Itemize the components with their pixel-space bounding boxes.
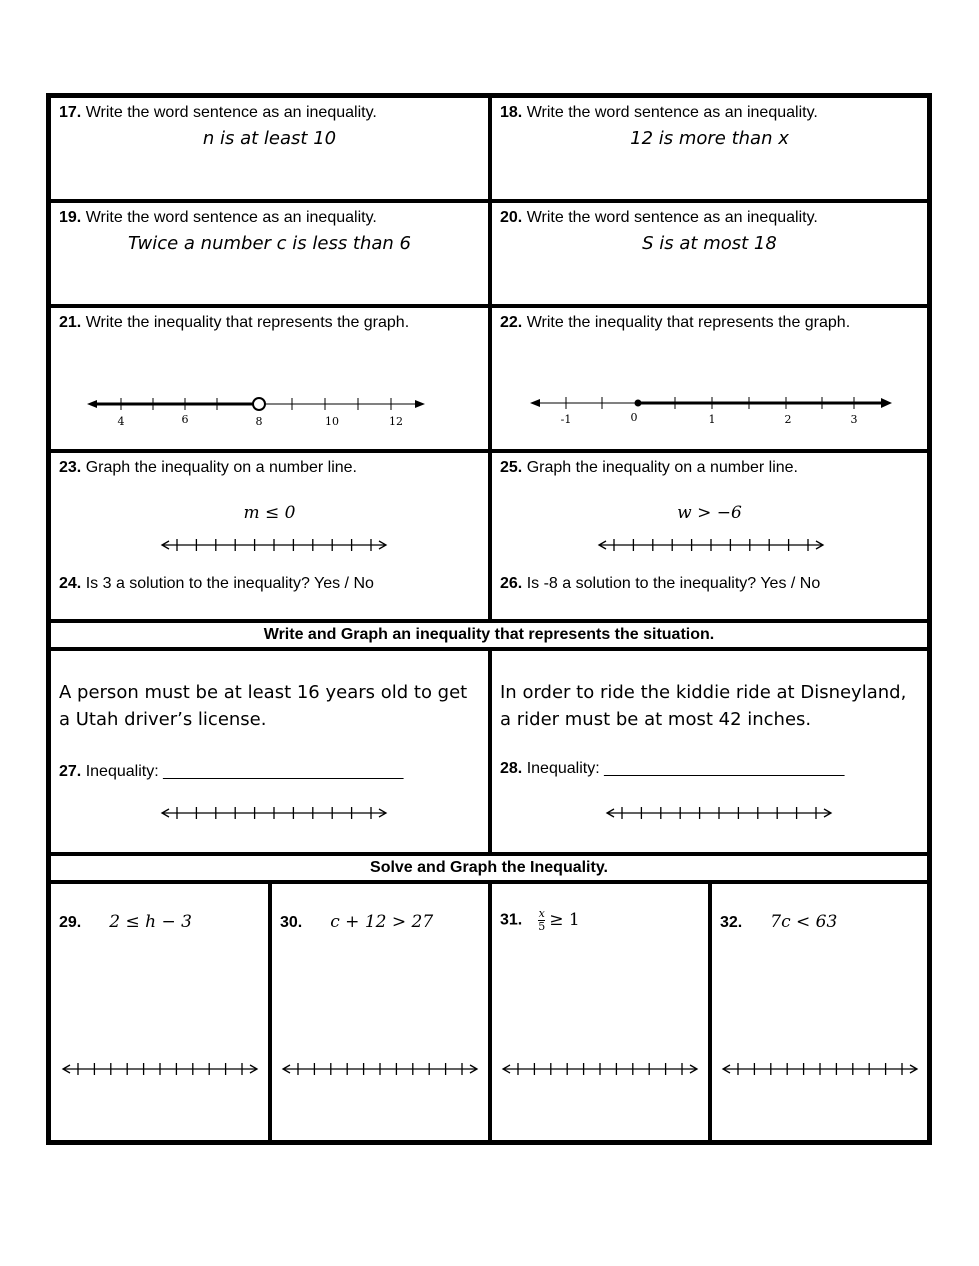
problem-number: 24. (59, 575, 82, 592)
inequality-25: w > −6 (677, 503, 742, 523)
instruction: Graph the inequality on a number line. (526, 459, 798, 476)
problem-19-cell (49, 201, 490, 306)
instruction: Write the word sentence as an inequality. (526, 209, 818, 226)
problem-31-cell (490, 882, 710, 1142)
tick-label: 2 (784, 413, 792, 426)
inequality-29: 2 ≤ h − 3 (109, 912, 192, 932)
problem-30-cell (270, 882, 490, 1142)
number-line[interactable] (604, 805, 834, 821)
tick-label: 1 (708, 413, 716, 426)
open-circle (253, 398, 265, 410)
inequality-30: c + 12 > 27 (330, 912, 434, 932)
word-sentence: S is at most 18 (642, 233, 777, 254)
tick-label: 0 (630, 411, 638, 424)
instruction: Write the word sentence as an inequality. (526, 104, 818, 121)
problem-number: 31. (500, 911, 523, 929)
section-header-solve (49, 854, 929, 882)
word-sentence: n is at least 10 (202, 128, 337, 149)
problem-number: 20. (500, 209, 523, 226)
tick-label: 3 (850, 413, 858, 426)
number-line[interactable] (720, 1061, 920, 1077)
problem-number: 29. (59, 914, 82, 931)
problem-number: 26. (500, 575, 523, 592)
inequality-31: ≥ 1 (549, 909, 580, 930)
problem-22-cell (490, 306, 929, 451)
question: Is 3 a solution to the inequality? Yes / No (85, 575, 374, 592)
problem-number: 32. (720, 914, 743, 931)
inequality-32: 7c < 63 (770, 912, 838, 932)
problem-number: 22. (500, 314, 523, 331)
number-line[interactable] (596, 537, 826, 553)
word-sentence: 12 is more than x (630, 128, 789, 149)
situation-text: A person must be at least 16 years old to get a Utah driver’s license. (59, 682, 468, 730)
inequality-answer-blank[interactable]: Inequality: ___________________________ (85, 763, 404, 780)
situation-text: In order to ride the kiddie ride at Disneyland, a rider must be at most 42 inches. (500, 682, 907, 730)
problem-21-cell (49, 306, 490, 451)
problem-number: 18. (500, 104, 523, 121)
problem-number: 28. (500, 760, 523, 777)
problem-27-cell (49, 649, 490, 854)
number-line[interactable] (159, 805, 389, 821)
graph-22 (492, 308, 931, 453)
number-line[interactable] (159, 537, 389, 553)
tick-label: 8 (255, 415, 263, 428)
tick-label: 6 (181, 413, 189, 426)
inequality-23: m ≤ 0 (243, 503, 296, 523)
problem-25-26-cell (490, 451, 929, 621)
problem-number: 27. (59, 763, 82, 780)
problem-20-cell (490, 201, 929, 306)
problem-number: 19. (59, 209, 82, 226)
problem-23-24-cell (49, 451, 490, 621)
denominator: 5 (538, 920, 546, 933)
section-header-situation (49, 621, 929, 649)
inequality-answer-blank[interactable]: Inequality: ___________________________ (526, 760, 845, 777)
problem-number: 25. (500, 459, 523, 476)
problem-number: 17. (59, 104, 82, 121)
instruction: Graph the inequality on a number line. (85, 459, 357, 476)
problem-28-cell (490, 649, 929, 854)
instruction: Write the word sentence as an inequality. (85, 209, 377, 226)
problem-29-cell (49, 882, 270, 1142)
section-title: Solve and Graph the Inequality. (370, 859, 608, 876)
section-title: Write and Graph an inequality that represents the situation. (263, 626, 715, 643)
instruction: Write the inequality that represents the graph. (85, 314, 410, 331)
closed-dot (635, 400, 642, 407)
word-sentence: Twice a number c is less than 6 (127, 233, 412, 254)
problem-32-cell (710, 882, 929, 1142)
tick-label: -1 (560, 413, 572, 426)
number-line[interactable] (500, 1061, 700, 1077)
number-line[interactable] (280, 1061, 480, 1077)
tick-label: 4 (117, 415, 125, 428)
problem-number: 21. (59, 314, 82, 331)
instruction: Write the word sentence as an inequality. (85, 104, 377, 121)
tick-label: 10 (325, 415, 339, 428)
numerator: x (538, 907, 545, 920)
problem-17-cell (49, 96, 490, 201)
instruction: Write the inequality that represents the graph. (526, 314, 851, 331)
problem-number: 23. (59, 459, 82, 476)
graph-21 (51, 308, 492, 453)
number-line[interactable] (60, 1061, 260, 1077)
fraction (538, 908, 545, 933)
question: Is -8 a solution to the inequality? Yes / No (526, 575, 821, 592)
tick-label: 12 (389, 415, 403, 428)
problem-number: 30. (280, 914, 303, 931)
problem-18-cell (490, 96, 929, 201)
worksheet (46, 93, 932, 1145)
